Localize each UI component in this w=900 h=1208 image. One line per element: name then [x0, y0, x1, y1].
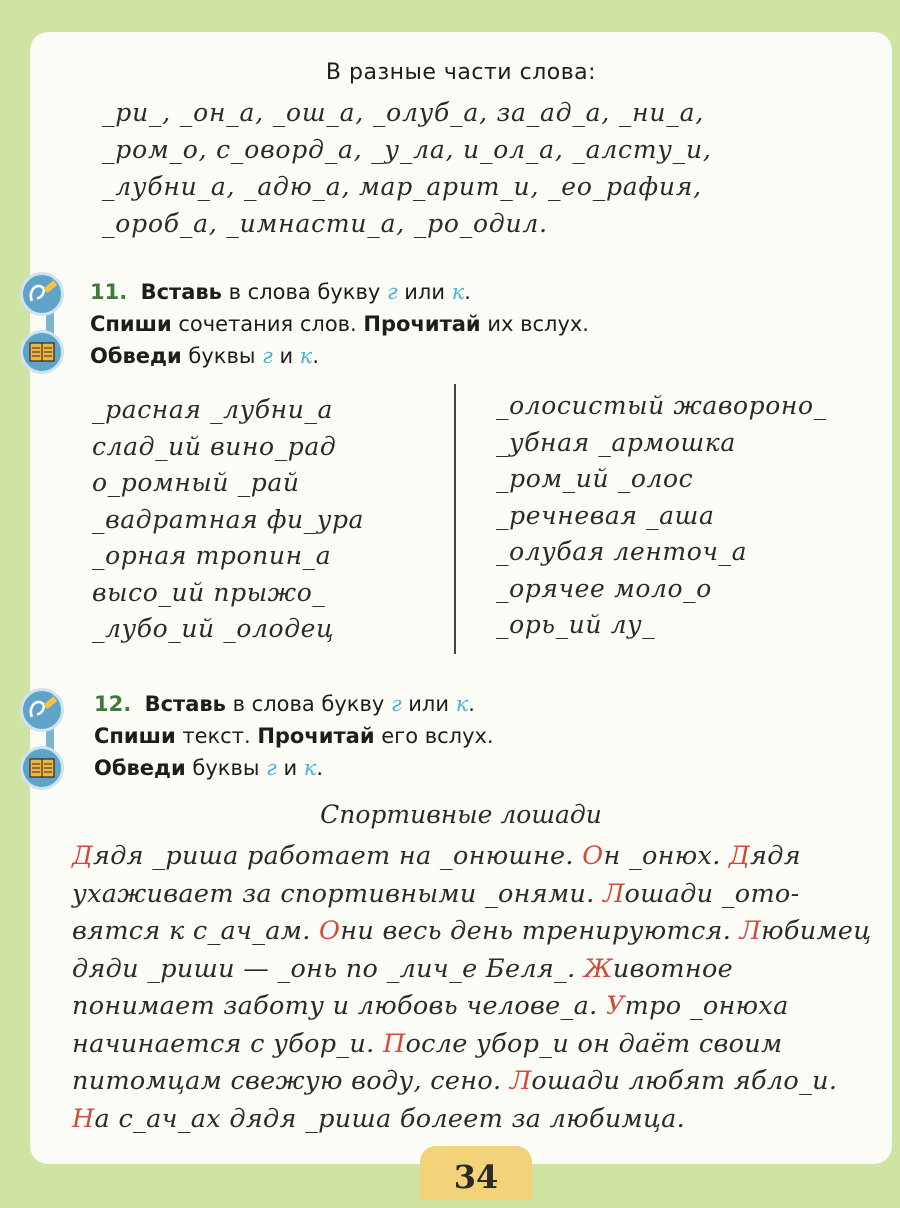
- capital-letter: У: [605, 991, 625, 1021]
- word-combination: _орь_ий лу_: [496, 610, 656, 639]
- word-combination: _олубая ленточ_а: [496, 537, 748, 566]
- textbook-page: [30, 32, 892, 1164]
- story-line: [72, 876, 882, 914]
- capital-letter: О: [319, 916, 341, 946]
- task12-line1: 12. Вставь в слова букву г или к.: [94, 692, 475, 716]
- task-text: его вслух.: [381, 724, 494, 748]
- story-line: [72, 1063, 882, 1101]
- page-number: 34: [420, 1146, 532, 1200]
- story-segment: ядя: [750, 841, 801, 871]
- right-word-column: [496, 388, 827, 644]
- story-line: [72, 1026, 882, 1064]
- task-text: в слова букву: [232, 692, 385, 716]
- letter-k: к: [451, 280, 465, 304]
- task-text: в слова букву: [228, 280, 381, 304]
- task-verb: Вставь: [140, 280, 222, 304]
- word-line: _ром_о, с_оворд_а, _у_ла, и_ол_а, _алсту_и,: [102, 135, 712, 164]
- task11-line3: Обведи буквы г и к.: [90, 344, 320, 368]
- task-text: или: [404, 280, 445, 304]
- left-word-column: [92, 392, 364, 648]
- word-combination: _орячее моло_о: [496, 573, 712, 603]
- capital-letter: Д: [72, 841, 94, 871]
- task-number: 11.: [90, 280, 128, 304]
- story-segment: ядя _риша работает на _онюшне.: [93, 841, 583, 871]
- letter-k: к: [299, 344, 313, 368]
- task-text: и: [283, 756, 298, 780]
- task-text: буквы: [188, 344, 256, 368]
- word-combination: о_ромный _рай: [92, 468, 300, 497]
- story-segment: ошади _ото-: [624, 878, 800, 909]
- story-line: [72, 838, 882, 876]
- letter-g: г: [262, 344, 273, 368]
- story-text: [72, 838, 882, 1138]
- task-verb: Прочитай: [257, 724, 375, 748]
- word-line: _лубни_а, _адю_а, мар_арит_и, _ео_рафия,: [102, 172, 702, 201]
- word-combination: _речневая _аша: [496, 500, 715, 530]
- word-combination: _лубо_ий _олодец: [92, 614, 335, 643]
- capital-letter: Л: [739, 916, 762, 946]
- capital-letter: Ж: [583, 953, 613, 984]
- capital-letter: П: [382, 1028, 406, 1059]
- capital-letter: Д: [729, 841, 751, 871]
- task-number: 12.: [94, 692, 132, 716]
- letter-g: г: [266, 756, 277, 780]
- word-line: _ороб_а, _имнасти_а, _ро_одил.: [102, 209, 548, 238]
- pen-write-icon: [20, 688, 64, 732]
- task-verb: Спиши: [90, 312, 172, 336]
- story-line: [72, 913, 882, 951]
- word-combination: _ром_ий _олос: [496, 464, 694, 493]
- story-title: Спортивные лошади: [320, 800, 602, 829]
- word-combination: _вадратная фи_ура: [92, 504, 365, 534]
- word-combination: высо_ий прыжо_: [92, 577, 326, 607]
- open-book-icon: [20, 330, 64, 374]
- task12-line2: [94, 724, 494, 748]
- word-combination: _олосистый жавороно_: [496, 391, 827, 420]
- task-verb: Спиши: [94, 724, 176, 748]
- capital-letter: Л: [509, 1066, 532, 1096]
- task-text: сочетания слов.: [178, 312, 357, 336]
- letter-k: к: [303, 756, 317, 780]
- task11-line2: [90, 312, 589, 336]
- task-verb: Вставь: [144, 692, 226, 716]
- story-segment: тро _онюха: [624, 991, 789, 1021]
- story-line: [72, 1101, 882, 1139]
- story-segment: ивотное: [612, 953, 734, 984]
- task-verb: Обведи: [94, 756, 186, 780]
- capital-letter: Л: [602, 878, 625, 909]
- capital-letter: Н: [72, 1103, 95, 1134]
- pen-write-icon: [20, 272, 64, 316]
- word-combination: _убная _армошка: [496, 427, 736, 457]
- letter-g: г: [386, 280, 398, 304]
- story-segment: ошади любят ябло_и.: [531, 1066, 838, 1096]
- task-text: текст.: [182, 724, 251, 748]
- word-combination: _расная _лубни_а: [92, 395, 334, 424]
- word-line: _ри_, _он_а, _ош_а, _олуб_а, за_ад_а, _ни_а,: [102, 98, 705, 127]
- task-text: или: [408, 692, 449, 716]
- story-segment: понимает заботу и любовь челове_а.: [72, 991, 606, 1021]
- story-segment: а с_ач_ах дядя _риша болеет за любимца.: [94, 1103, 686, 1134]
- story-segment: н _онюх.: [603, 841, 730, 871]
- exercise-heading: В разные части слова:: [325, 60, 597, 85]
- task-text: их вслух.: [487, 312, 589, 336]
- story-segment: питомцам свежую воду, сено.: [72, 1066, 510, 1096]
- story-segment: ни весь день тренируются.: [340, 916, 740, 946]
- task12-line3: Обведи буквы г и к.: [94, 756, 324, 780]
- word-combination: _орная тропин_а: [92, 541, 332, 570]
- task11-line1: 11. Вставь в слова букву г или к.: [90, 280, 471, 304]
- story-segment: начинается с убор_и.: [72, 1028, 383, 1059]
- task-text: и: [279, 344, 294, 368]
- story-segment: осле убор_и он даёт своим: [405, 1028, 783, 1059]
- task-verb: Обведи: [90, 344, 182, 368]
- letter-k: к: [455, 692, 469, 716]
- story-segment: вятся к с_ач_ам.: [72, 916, 320, 946]
- capital-letter: О: [582, 841, 604, 871]
- story-line: [72, 951, 882, 989]
- letter-g: г: [390, 692, 402, 716]
- task-verb: Прочитай: [363, 312, 481, 336]
- story-segment: ухаживает за спортивными _онями.: [72, 878, 603, 909]
- open-book-icon: [20, 746, 64, 790]
- story-line: [72, 988, 882, 1026]
- story-segment: юбимец: [761, 916, 872, 946]
- story-segment: дяди _риши — _онь по _лич_е Беля_.: [72, 953, 584, 984]
- column-divider: [454, 384, 456, 654]
- word-combination: слад_ий вино_рад: [92, 431, 337, 461]
- task-text: буквы: [192, 756, 260, 780]
